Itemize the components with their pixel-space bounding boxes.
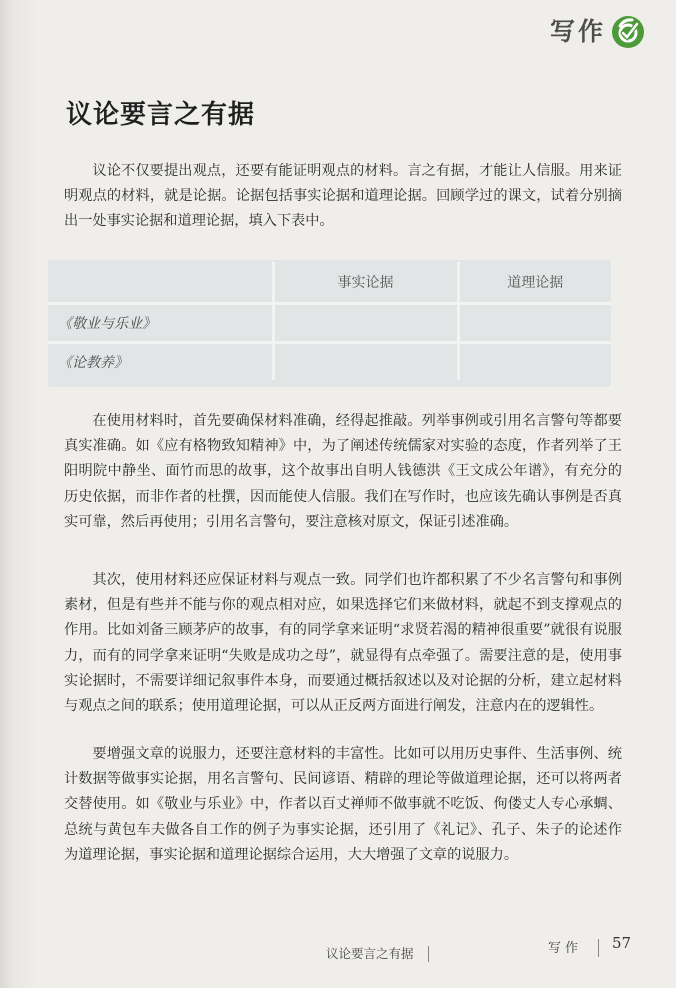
footer-divider bbox=[428, 946, 429, 962]
intro-paragraph: 议论不仅要提出观点，还要有能证明观点的材料。言之有据，才能让人信服。用来证明观点的材料，就是论据。论据包括事实论据和道理论据。回顾学过的课文，试着分别摘出一处事实论据和道理论据，填入下表中。 bbox=[64, 163, 622, 230]
footer-divider bbox=[598, 939, 599, 957]
table-row bbox=[48, 304, 611, 343]
table-header-empty bbox=[48, 262, 273, 304]
row-label: 《敬业与乐业》 bbox=[48, 304, 273, 343]
checkmark-badge-icon bbox=[610, 14, 646, 50]
footer-title: 议论要言之有据 bbox=[326, 946, 414, 961]
evidence-table bbox=[48, 262, 611, 380]
section-header: 写作 bbox=[549, 17, 606, 46]
body-paragraph-consistency: 其次，使用材料还应保证材料与观点一致。同学们也许都积累了不少名言警句和事例素材，但是有些并不能与你的观点相对应，如果选择它们来做材料，就起不到支撑观点的作用。比如刘备三顾茅庐的故事，有的同学拿来证明“求贤若渴的精神很重要”就很有说服力，而有的同学拿来证明“失败是成功之母”，就显得有点牵强了。需要注意的是，使用事实论据时，不需要详细记叙事件本身，而要通过概括叙述以及对论据的分析，建立起材料与观点之间的联系；使用道理论据，可以从正反两方面进行阐发，注意内在的逻辑性。 bbox=[64, 572, 622, 715]
table-header-row bbox=[48, 262, 611, 304]
page-number: 57 bbox=[612, 934, 632, 952]
fact-cell bbox=[273, 343, 458, 381]
reason-cell bbox=[458, 304, 611, 343]
footer-section: 写作 bbox=[548, 941, 583, 956]
page-title: 议论要言之有据 bbox=[66, 100, 256, 130]
reason-cell bbox=[458, 343, 611, 381]
fact-cell bbox=[273, 304, 458, 343]
table-row bbox=[48, 343, 611, 381]
body-paragraph-richness: 要增强文章的说服力，还要注意材料的丰富性。比如可以用历史事件、生活事例、统计数据等做事实论据，用名言警句、民间谚语、精辟的理论等做道理论据，还可以将两者交替使用。如《敬业与乐业》中，作者以百丈禅师不做事就不吃饭、佝偻丈人专心承蜩、总统与黄包车夫做各自工作的例子为事实论据，还引用了《礼记》、孔子、朱子的论述作为道理论据，事实论据和道理论据综合运用，大大增强了文章的说服力。 bbox=[64, 746, 622, 863]
table-header-fact: 事实论据 bbox=[273, 262, 458, 304]
row-label: 《论教养》 bbox=[48, 343, 273, 381]
table-header-reason: 道理论据 bbox=[458, 262, 611, 304]
body-paragraph-accuracy: 在使用材料时，首先要确保材料准确，经得起推敲。列举事例或引用名言警句等都要真实准确。如《应有格物致知精神》中，为了阐述传统儒家对实验的态度，作者列举了王阳明院中静坐、面竹而思的故事，这个故事出自明人钱德洪《王文成公年谱》，有充分的历史依据，而非作者的杜撰，因而能使人信服。我们在写作时，也应该先确认事例是否真实可靠，然后再使用；引用名言警句，要注意核对原文，保证引述准确。 bbox=[64, 413, 622, 530]
